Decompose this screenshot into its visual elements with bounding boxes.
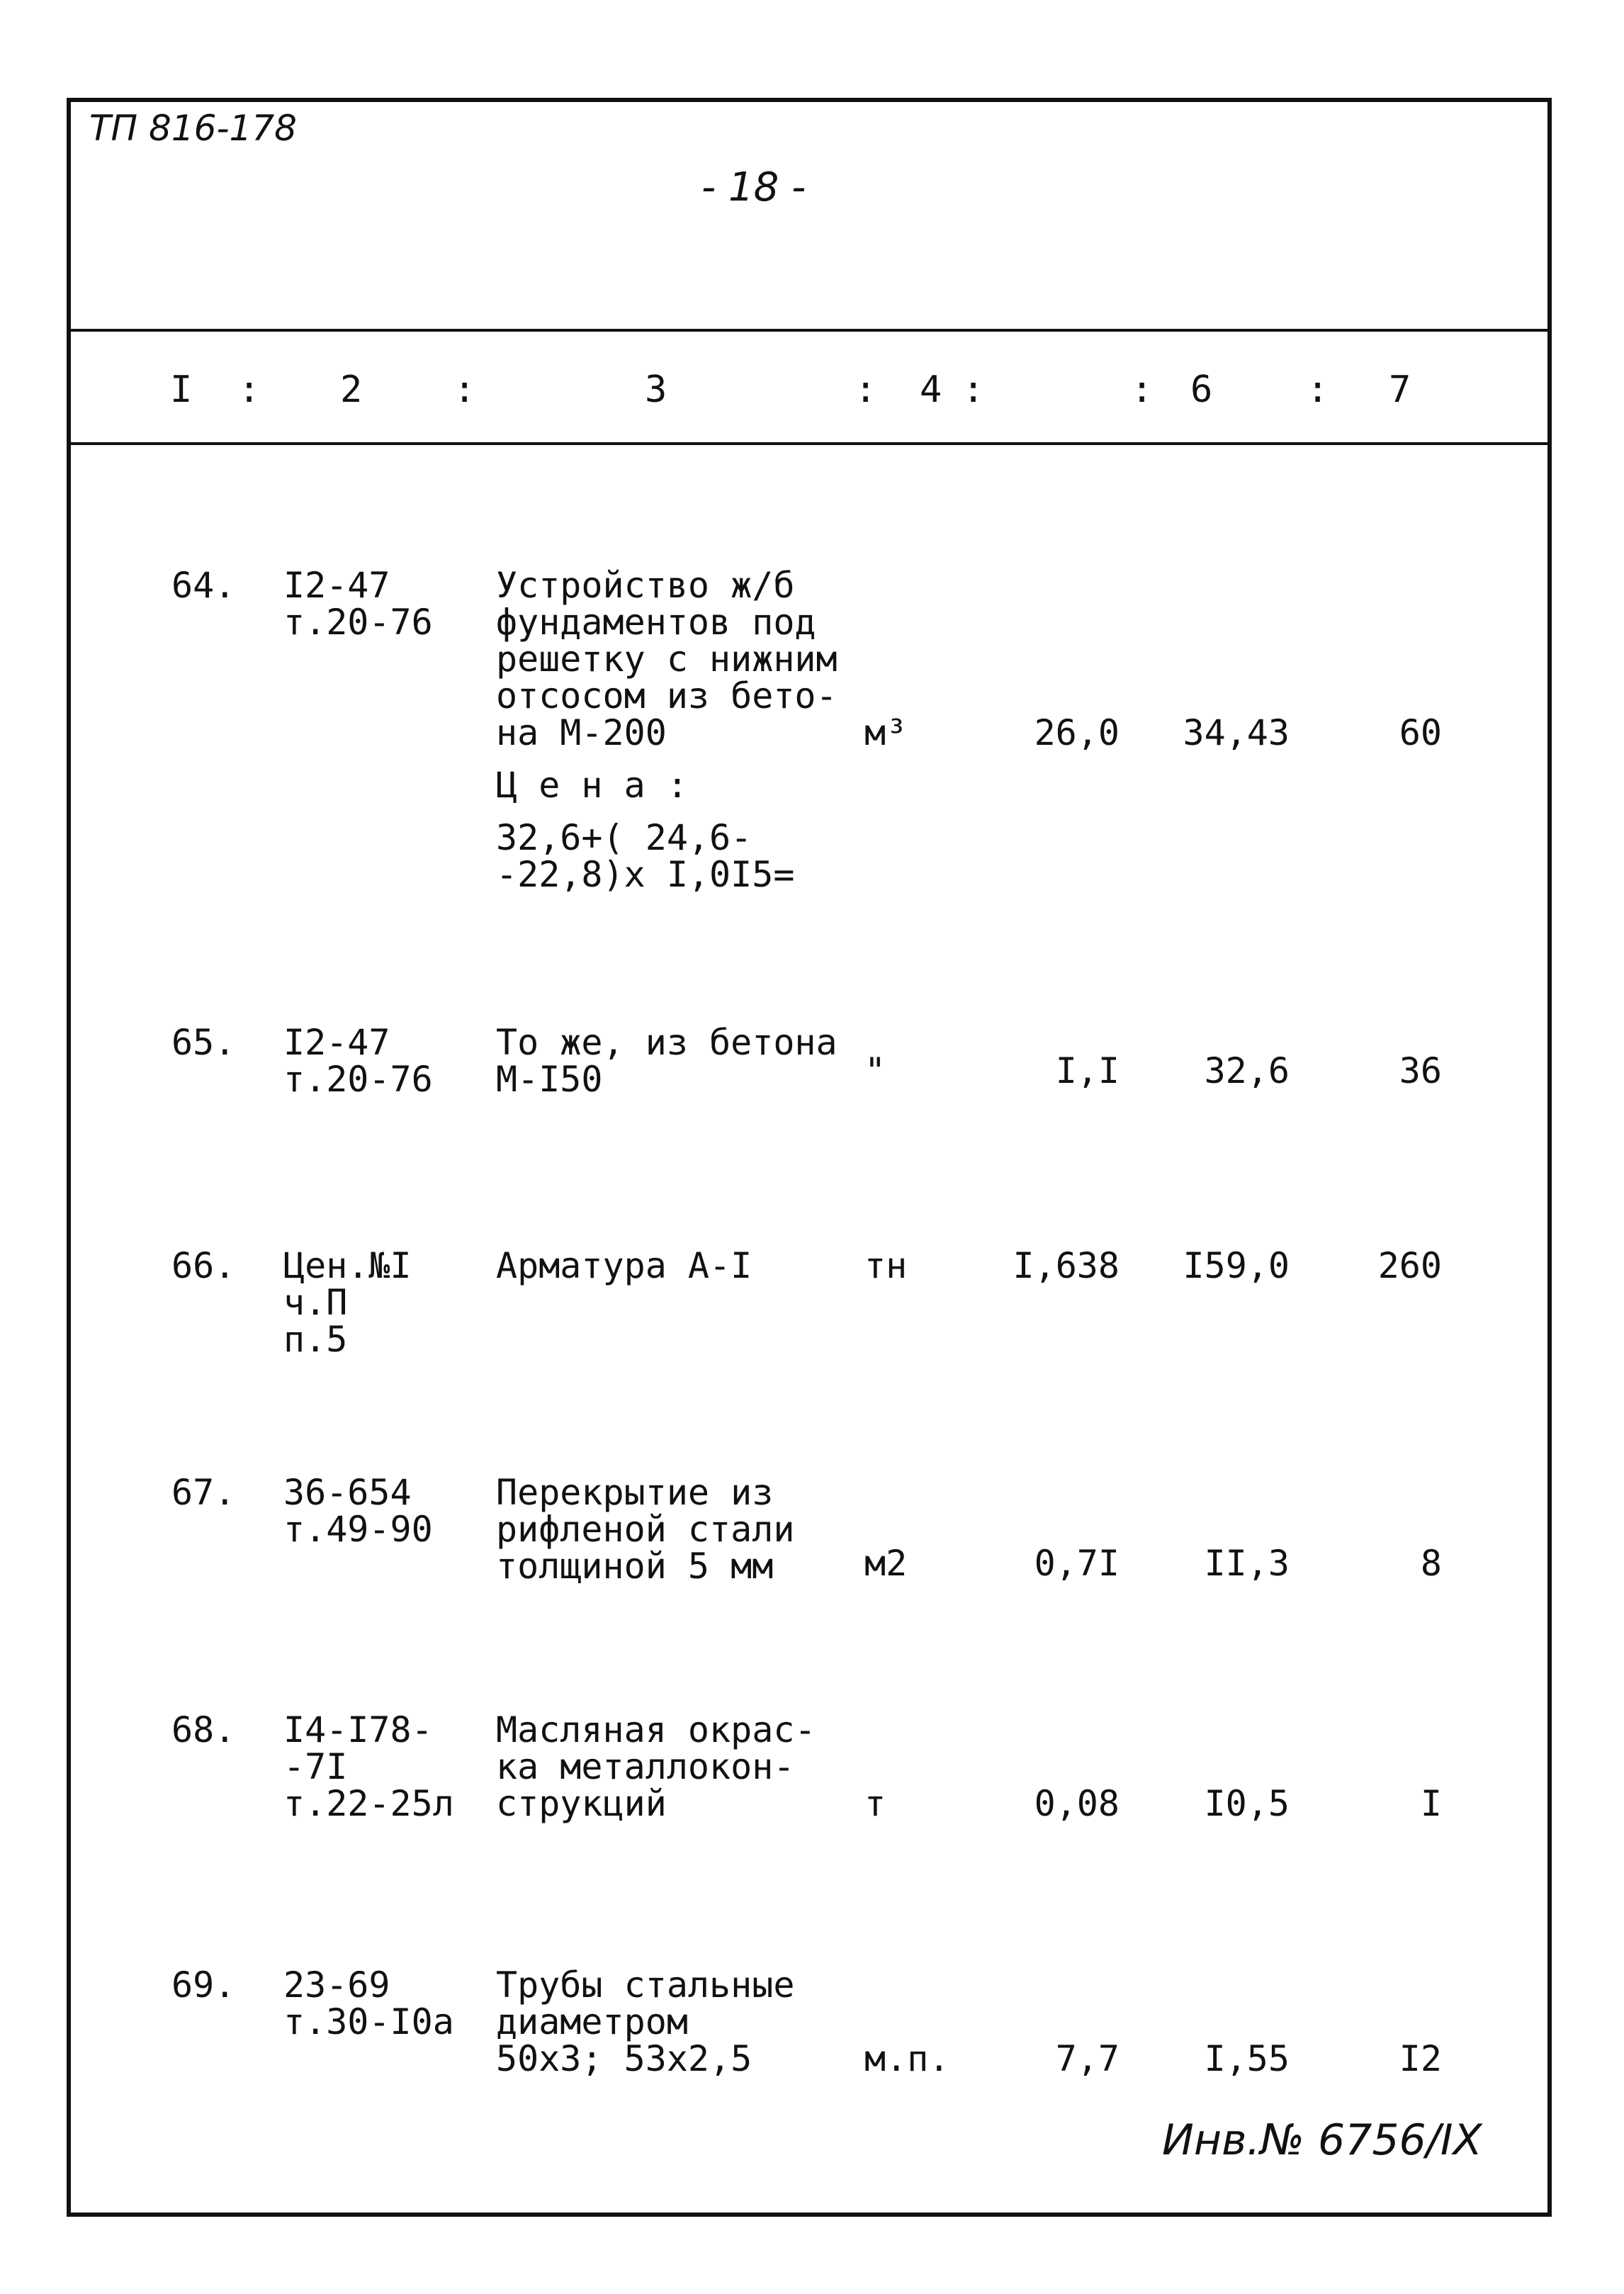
row-description: То же, из бетона М-I50 bbox=[496, 1022, 838, 1100]
column-header: 2 bbox=[340, 369, 363, 411]
row-quantity: 0,08 bbox=[1034, 1783, 1120, 1824]
column-header: I bbox=[170, 369, 193, 411]
column-header: 3 bbox=[645, 369, 667, 411]
row-number: 67. bbox=[171, 1472, 236, 1513]
column-separator: : bbox=[962, 369, 985, 411]
row-unit-price: I0,5 bbox=[1204, 1783, 1290, 1824]
row-quantity: 26,0 bbox=[1034, 712, 1120, 753]
page-frame bbox=[67, 98, 1552, 2217]
row-unit-price: I,55 bbox=[1204, 2038, 1290, 2079]
row-description: Трубы стальные диаметром 50х3; 53х2,5 bbox=[496, 1964, 795, 2079]
row-reference: 36-654 т.49-90 bbox=[283, 1472, 433, 1550]
column-separator: : bbox=[238, 369, 261, 411]
row-unit: м³ bbox=[864, 712, 908, 753]
row-cost: 36 bbox=[1399, 1050, 1442, 1091]
row-unit: " bbox=[864, 1050, 886, 1091]
column-header-divider bbox=[67, 442, 1552, 445]
row-number: 65. bbox=[171, 1022, 236, 1063]
row-description: Перекрытие из рифленой стали толщиной 5 мм bbox=[496, 1472, 795, 1587]
row-cost: 260 bbox=[1377, 1245, 1442, 1286]
row-number: 68. bbox=[171, 1709, 236, 1750]
row-unit-price: I59,0 bbox=[1183, 1245, 1290, 1286]
row-reference: I2-47 т.20-76 bbox=[283, 1022, 433, 1100]
row-unit: тн bbox=[864, 1245, 908, 1286]
column-separator: : bbox=[453, 369, 476, 411]
column-header: 7 bbox=[1389, 369, 1411, 411]
row-cost: I2 bbox=[1399, 2038, 1442, 2079]
column-separator: : bbox=[1307, 369, 1329, 411]
row-description: Арматура А-I bbox=[496, 1245, 752, 1286]
row-cost: 8 bbox=[1420, 1543, 1442, 1584]
row-quantity: 0,7I bbox=[1034, 1543, 1120, 1584]
row-quantity: I,638 bbox=[1013, 1245, 1120, 1286]
row-unit-price: II,3 bbox=[1204, 1543, 1290, 1584]
row-reference: I4-I78- -7I т.22-25л bbox=[283, 1709, 454, 1824]
row-reference: I2-47 т.20-76 bbox=[283, 565, 433, 643]
row-number: 69. bbox=[171, 1964, 236, 2006]
page-number: - 18 - bbox=[701, 164, 806, 210]
row-cost: I bbox=[1420, 1783, 1442, 1824]
column-header: 4 bbox=[920, 369, 942, 411]
column-separator: : bbox=[855, 369, 877, 411]
row-unit-price: 34,43 bbox=[1183, 712, 1290, 753]
price-note-formula: 32,6+( 24,6- -22,8)х I,0I5= bbox=[496, 817, 795, 895]
row-cost: 60 bbox=[1399, 712, 1442, 753]
row-unit: м.п. bbox=[864, 2038, 950, 2079]
column-header: 6 bbox=[1190, 369, 1213, 411]
column-separator: : bbox=[1131, 369, 1154, 411]
row-unit: м2 bbox=[864, 1543, 908, 1584]
row-quantity: 7,7 bbox=[1055, 2038, 1120, 2079]
inventory-number: Инв.№ 6756/IX bbox=[1162, 2115, 1482, 2165]
row-description: Масляная окрас- ка металлокон- струкций bbox=[496, 1709, 816, 1824]
row-unit: т bbox=[864, 1783, 886, 1824]
row-unit-price: 32,6 bbox=[1204, 1050, 1290, 1091]
row-reference: Цен.№I ч.П п.5 bbox=[283, 1245, 412, 1360]
document-code: ТП 816-178 bbox=[89, 108, 297, 149]
price-note-label: Ц е н а : bbox=[496, 765, 688, 806]
row-number: 64. bbox=[171, 565, 236, 606]
row-description: Устройство ж/б фундаментов под решетку с нижним отсосом из бето- на М-200 bbox=[496, 565, 838, 753]
row-number: 66. bbox=[171, 1245, 236, 1286]
row-quantity: I,I bbox=[1055, 1050, 1120, 1091]
header-divider bbox=[67, 329, 1552, 332]
row-reference: 23-69 т.30-I0а bbox=[283, 1964, 454, 2042]
